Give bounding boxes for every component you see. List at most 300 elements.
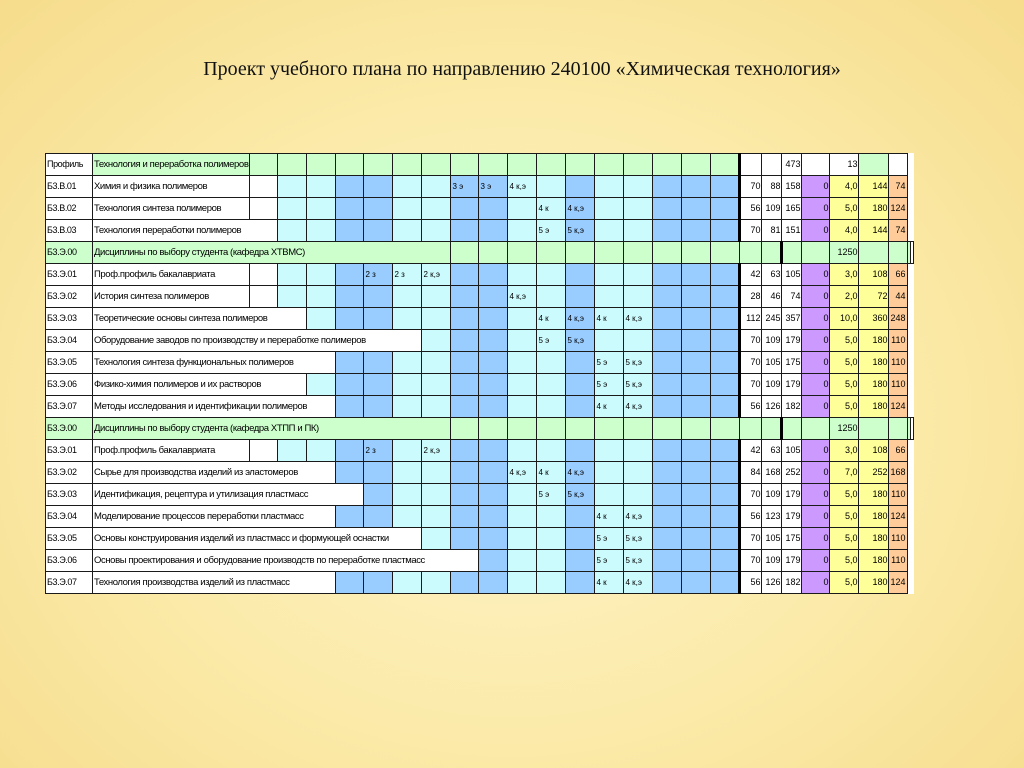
- semester-empty-cell: [566, 352, 595, 374]
- semester-empty-cell: [508, 440, 537, 462]
- section-total-cell: 1250: [830, 418, 859, 440]
- zero-cell: 0: [802, 484, 830, 506]
- semester-empty-cell: [393, 176, 422, 198]
- discipline-name: Проф.профиль бакалавриата: [93, 264, 250, 286]
- section-empty-cell: [910, 418, 913, 440]
- section-empty-cell: [740, 418, 762, 440]
- semester-empty-cell: [537, 572, 566, 594]
- semester-cell: 5 к,э: [624, 374, 653, 396]
- header-empty-cell: [422, 154, 451, 176]
- section-empty-cell: [479, 418, 508, 440]
- hours-diff: 74: [889, 220, 907, 242]
- semester-empty-cell: [336, 572, 364, 594]
- hours-diff: 124: [889, 198, 907, 220]
- semester-empty-cell: [393, 396, 422, 418]
- semester-empty-cell: [451, 330, 479, 352]
- header-empty-cell: [889, 154, 907, 176]
- hours-total: 179: [782, 506, 802, 528]
- semester-empty-cell: [336, 506, 364, 528]
- semester-empty-cell: [537, 264, 566, 286]
- semester-empty-cell: [595, 440, 624, 462]
- section-empty-cell: [711, 418, 740, 440]
- semester-empty-cell: [682, 396, 711, 418]
- discipline-name: Проф.профиль бакалавриата: [93, 440, 250, 462]
- semester-empty-cell: [711, 176, 740, 198]
- hours-academic: 144: [859, 220, 889, 242]
- semester-empty-cell: [364, 286, 393, 308]
- semester-empty-cell: [682, 462, 711, 484]
- hours-contact: 70: [740, 484, 762, 506]
- semester-empty-cell: [479, 352, 508, 374]
- semester-empty-cell: [422, 484, 451, 506]
- semester-empty-cell: [682, 550, 711, 572]
- semester-empty-cell: [451, 396, 479, 418]
- header-credits-cell: 13: [830, 154, 859, 176]
- zero-cell: 0: [802, 506, 830, 528]
- discipline-name: История синтеза полимеров: [93, 286, 250, 308]
- discipline-row: [46, 198, 914, 220]
- semester-empty-cell: [364, 198, 393, 220]
- hours-total: 179: [782, 550, 802, 572]
- semester-empty-cell: [682, 374, 711, 396]
- section-empty-cell: [624, 242, 653, 264]
- semester-empty-cell: [508, 572, 537, 594]
- semester-empty-cell: [422, 198, 451, 220]
- discipline-name: Методы исследования и идентификации полимеров: [93, 396, 336, 418]
- hours-self: 109: [762, 550, 782, 572]
- discipline-row: [46, 528, 914, 550]
- semester-cell: 4 к,э: [566, 198, 595, 220]
- semester-empty-cell: [336, 352, 364, 374]
- semester-empty-cell: [250, 440, 278, 462]
- header-empty-cell: [762, 154, 782, 176]
- semester-empty-cell: [479, 550, 508, 572]
- hours-self: 109: [762, 330, 782, 352]
- semester-empty-cell: [624, 286, 653, 308]
- semester-empty-cell: [711, 440, 740, 462]
- header-empty-cell: [508, 154, 537, 176]
- semester-empty-cell: [336, 462, 364, 484]
- semester-empty-cell: [278, 440, 307, 462]
- section-empty-cell: [762, 418, 782, 440]
- semester-empty-cell: [451, 264, 479, 286]
- semester-cell: 4 к: [595, 572, 624, 594]
- semester-empty-cell: [508, 506, 537, 528]
- semester-empty-cell: [566, 528, 595, 550]
- semester-cell: 4 к,э: [508, 286, 537, 308]
- section-empty-cell: [782, 418, 802, 440]
- semester-empty-cell: [508, 308, 537, 330]
- discipline-name: Основы конструирования изделий из пластмасс и формующей оснастки: [93, 528, 422, 550]
- section-empty-cell: [889, 242, 907, 264]
- section-total-cell: 1250: [830, 242, 859, 264]
- hours-self: 63: [762, 264, 782, 286]
- semester-cell: 4 к,э: [566, 462, 595, 484]
- semester-empty-cell: [364, 374, 393, 396]
- semester-empty-cell: [479, 506, 508, 528]
- semester-cell: 5 к,э: [624, 528, 653, 550]
- semester-empty-cell: [653, 572, 682, 594]
- discipline-row: [46, 484, 914, 506]
- hours-total: 74: [782, 286, 802, 308]
- section-empty-cell: [859, 242, 889, 264]
- discipline-code: Б3.Э.02: [46, 462, 93, 484]
- semester-empty-cell: [451, 462, 479, 484]
- semester-empty-cell: [537, 396, 566, 418]
- semester-empty-cell: [479, 286, 508, 308]
- credits-cell: 3,0: [830, 264, 859, 286]
- semester-empty-cell: [479, 440, 508, 462]
- semester-empty-cell: [682, 484, 711, 506]
- semester-empty-cell: [566, 572, 595, 594]
- discipline-name: Технология переработки полимеров: [93, 220, 278, 242]
- semester-empty-cell: [479, 572, 508, 594]
- hours-contact: 70: [740, 374, 762, 396]
- discipline-code: Б3.Э.06: [46, 550, 93, 572]
- credits-cell: 5,0: [830, 506, 859, 528]
- semester-cell: 5 к,э: [566, 484, 595, 506]
- discipline-row: [46, 572, 914, 594]
- hours-self: 81: [762, 220, 782, 242]
- semester-empty-cell: [422, 352, 451, 374]
- semester-empty-cell: [422, 330, 451, 352]
- semester-empty-cell: [336, 220, 364, 242]
- semester-empty-cell: [336, 308, 364, 330]
- semester-empty-cell: [624, 176, 653, 198]
- zero-cell: 0: [802, 352, 830, 374]
- semester-empty-cell: [508, 330, 537, 352]
- section-empty-cell: [889, 418, 907, 440]
- semester-cell: 4 к: [537, 462, 566, 484]
- semester-empty-cell: [364, 396, 393, 418]
- semester-empty-cell: [393, 506, 422, 528]
- semester-empty-cell: [479, 198, 508, 220]
- semester-empty-cell: [364, 506, 393, 528]
- semester-empty-cell: [566, 550, 595, 572]
- discipline-code: Б3.В.01: [46, 176, 93, 198]
- hours-self: 126: [762, 396, 782, 418]
- semester-empty-cell: [479, 220, 508, 242]
- hours-self: 88: [762, 176, 782, 198]
- zero-cell: 0: [802, 198, 830, 220]
- hours-self: 109: [762, 484, 782, 506]
- hours-total: 252: [782, 462, 802, 484]
- hours-diff: 110: [889, 330, 907, 352]
- hours-academic: 180: [859, 198, 889, 220]
- semester-empty-cell: [336, 176, 364, 198]
- semester-empty-cell: [278, 176, 307, 198]
- semester-empty-cell: [364, 572, 393, 594]
- discipline-code: Б3.В.03: [46, 220, 93, 242]
- semester-empty-cell: [711, 374, 740, 396]
- semester-empty-cell: [566, 440, 595, 462]
- semester-empty-cell: [307, 308, 336, 330]
- semester-empty-cell: [537, 528, 566, 550]
- semester-empty-cell: [711, 308, 740, 330]
- semester-empty-cell: [711, 462, 740, 484]
- semester-empty-cell: [711, 484, 740, 506]
- header-empty-cell: [595, 154, 624, 176]
- semester-empty-cell: [307, 220, 336, 242]
- semester-empty-cell: [422, 506, 451, 528]
- semester-empty-cell: [250, 176, 278, 198]
- semester-empty-cell: [479, 308, 508, 330]
- section-empty-cell: [451, 418, 479, 440]
- semester-cell: 5 э: [537, 484, 566, 506]
- semester-cell: 2 к,э: [422, 264, 451, 286]
- semester-empty-cell: [278, 198, 307, 220]
- semester-empty-cell: [451, 352, 479, 374]
- semester-empty-cell: [336, 198, 364, 220]
- discipline-row: [46, 286, 914, 308]
- semester-cell: 5 к,э: [624, 550, 653, 572]
- hours-contact: 70: [740, 528, 762, 550]
- credits-cell: 2,0: [830, 286, 859, 308]
- semester-cell: 2 з: [393, 264, 422, 286]
- semester-empty-cell: [422, 286, 451, 308]
- semester-cell: 5 э: [595, 550, 624, 572]
- zero-cell: 0: [802, 330, 830, 352]
- semester-empty-cell: [364, 176, 393, 198]
- hours-academic: 180: [859, 550, 889, 572]
- semester-empty-cell: [682, 198, 711, 220]
- header-total-cell: 473: [782, 154, 802, 176]
- semester-empty-cell: [393, 198, 422, 220]
- semester-cell: 4 к: [595, 396, 624, 418]
- header-empty-cell: [307, 154, 336, 176]
- section-empty-cell: [762, 242, 782, 264]
- zero-cell: 0: [802, 440, 830, 462]
- semester-empty-cell: [682, 352, 711, 374]
- discipline-name: Оборудование заводов по производству и переработке полимеров: [93, 330, 422, 352]
- semester-empty-cell: [336, 286, 364, 308]
- header-empty-cell: [653, 154, 682, 176]
- discipline-row: [46, 220, 914, 242]
- header-empty-cell: [336, 154, 364, 176]
- semester-empty-cell: [537, 440, 566, 462]
- semester-empty-cell: [479, 330, 508, 352]
- hours-total: 179: [782, 374, 802, 396]
- zero-cell: 0: [802, 176, 830, 198]
- semester-empty-cell: [595, 330, 624, 352]
- credits-cell: 5,0: [830, 330, 859, 352]
- semester-empty-cell: [653, 440, 682, 462]
- semester-empty-cell: [682, 264, 711, 286]
- semester-empty-cell: [364, 484, 393, 506]
- semester-empty-cell: [393, 374, 422, 396]
- semester-empty-cell: [250, 286, 278, 308]
- discipline-name: Теоретические основы синтеза полимеров: [93, 308, 307, 330]
- discipline-name: Технология синтеза функциональных полимеров: [93, 352, 336, 374]
- hours-academic: 180: [859, 352, 889, 374]
- discipline-row: [46, 308, 914, 330]
- credits-cell: 10,0: [830, 308, 859, 330]
- semester-empty-cell: [451, 506, 479, 528]
- hours-self: 123: [762, 506, 782, 528]
- semester-empty-cell: [508, 264, 537, 286]
- semester-empty-cell: [595, 484, 624, 506]
- semester-empty-cell: [624, 264, 653, 286]
- credits-cell: 3,0: [830, 440, 859, 462]
- hours-total: 165: [782, 198, 802, 220]
- semester-cell: 3 э: [479, 176, 508, 198]
- semester-cell: 2 з: [364, 440, 393, 462]
- hours-contact: 56: [740, 396, 762, 418]
- discipline-row: [46, 374, 914, 396]
- semester-empty-cell: [653, 176, 682, 198]
- semester-empty-cell: [711, 528, 740, 550]
- credits-cell: 5,0: [830, 374, 859, 396]
- hours-self: 105: [762, 352, 782, 374]
- semester-empty-cell: [278, 220, 307, 242]
- discipline-name: Физико-химия полимеров и их растворов: [93, 374, 307, 396]
- section-empty-cell: [910, 242, 913, 264]
- section-empty-cell: [682, 242, 711, 264]
- semester-empty-cell: [653, 286, 682, 308]
- section-empty-cell: [566, 242, 595, 264]
- semester-empty-cell: [307, 264, 336, 286]
- semester-empty-cell: [595, 264, 624, 286]
- discipline-row: [46, 176, 914, 198]
- semester-cell: 5 к,э: [566, 330, 595, 352]
- semester-empty-cell: [537, 286, 566, 308]
- discipline-row: [46, 506, 914, 528]
- semester-empty-cell: [653, 352, 682, 374]
- semester-cell: 4 к,э: [624, 506, 653, 528]
- header-empty-cell: [859, 154, 889, 176]
- zero-cell: 0: [802, 396, 830, 418]
- semester-empty-cell: [307, 440, 336, 462]
- hours-total: 105: [782, 440, 802, 462]
- header-empty-cell: [278, 154, 307, 176]
- semester-empty-cell: [653, 396, 682, 418]
- section-empty-cell: [653, 418, 682, 440]
- semester-empty-cell: [364, 220, 393, 242]
- semester-cell: 2 к,э: [422, 440, 451, 462]
- semester-empty-cell: [653, 484, 682, 506]
- section-code-cell: Б3.Э.00: [46, 418, 93, 440]
- semester-empty-cell: [537, 374, 566, 396]
- hours-diff: 66: [889, 264, 907, 286]
- header-empty-cell: [711, 154, 740, 176]
- semester-empty-cell: [624, 462, 653, 484]
- hours-self: 168: [762, 462, 782, 484]
- section-empty-cell: [782, 242, 802, 264]
- semester-empty-cell: [682, 286, 711, 308]
- hours-academic: 108: [859, 264, 889, 286]
- semester-empty-cell: [653, 264, 682, 286]
- semester-cell: 4 к,э: [624, 308, 653, 330]
- section-empty-cell: [537, 418, 566, 440]
- section-row: [46, 242, 914, 264]
- semester-empty-cell: [653, 506, 682, 528]
- semester-cell: 5 э: [537, 330, 566, 352]
- semester-empty-cell: [566, 374, 595, 396]
- semester-empty-cell: [508, 550, 537, 572]
- hours-academic: 144: [859, 176, 889, 198]
- semester-empty-cell: [653, 198, 682, 220]
- semester-empty-cell: [336, 396, 364, 418]
- semester-empty-cell: [393, 572, 422, 594]
- hours-diff: 248: [889, 308, 907, 330]
- section-empty-cell: [595, 242, 624, 264]
- semester-empty-cell: [624, 198, 653, 220]
- header-empty-cell: [566, 154, 595, 176]
- discipline-name: Сырье для производства изделий из эластомеров: [93, 462, 336, 484]
- header-empty-cell: [537, 154, 566, 176]
- semester-empty-cell: [711, 264, 740, 286]
- semester-empty-cell: [537, 352, 566, 374]
- semester-empty-cell: [508, 528, 537, 550]
- discipline-code: Б3.Э.01: [46, 440, 93, 462]
- discipline-row: [46, 264, 914, 286]
- header-profile-cell: Профиль: [46, 154, 93, 176]
- hours-self: 109: [762, 374, 782, 396]
- semester-empty-cell: [336, 264, 364, 286]
- credits-cell: 5,0: [830, 528, 859, 550]
- semester-empty-cell: [624, 440, 653, 462]
- slide-title: Проект учебного плана по направлению 240100 «Химическая технология»: [203, 58, 841, 80]
- semester-empty-cell: [307, 198, 336, 220]
- discipline-code: Б3.Э.05: [46, 528, 93, 550]
- section-empty-cell: [508, 418, 537, 440]
- hours-academic: 180: [859, 572, 889, 594]
- hours-contact: 56: [740, 198, 762, 220]
- hours-total: 105: [782, 264, 802, 286]
- hours-academic: 252: [859, 462, 889, 484]
- discipline-code: Б3.Э.07: [46, 572, 93, 594]
- semester-empty-cell: [653, 550, 682, 572]
- section-empty-cell: [682, 418, 711, 440]
- semester-empty-cell: [451, 286, 479, 308]
- hours-diff: 124: [889, 396, 907, 418]
- hours-diff: 74: [889, 176, 907, 198]
- semester-empty-cell: [451, 308, 479, 330]
- hours-total: 179: [782, 330, 802, 352]
- semester-empty-cell: [336, 374, 364, 396]
- credits-cell: 5,0: [830, 550, 859, 572]
- hours-diff: 44: [889, 286, 907, 308]
- semester-empty-cell: [595, 198, 624, 220]
- hours-diff: 110: [889, 528, 907, 550]
- semester-empty-cell: [682, 176, 711, 198]
- hours-diff: 110: [889, 374, 907, 396]
- hours-academic: 180: [859, 330, 889, 352]
- semester-cell: 3 э: [451, 176, 479, 198]
- header-empty-cell: [250, 154, 278, 176]
- semester-empty-cell: [364, 308, 393, 330]
- semester-cell: 5 э: [595, 352, 624, 374]
- semester-empty-cell: [682, 572, 711, 594]
- hours-total: 182: [782, 572, 802, 594]
- semester-empty-cell: [336, 440, 364, 462]
- semester-empty-cell: [566, 396, 595, 418]
- zero-cell: 0: [802, 462, 830, 484]
- discipline-row: [46, 352, 914, 374]
- zero-cell: 0: [802, 308, 830, 330]
- section-empty-cell: [802, 418, 830, 440]
- semester-empty-cell: [364, 352, 393, 374]
- header-profile-name: Технология и переработка полимеров: [93, 154, 250, 176]
- semester-empty-cell: [537, 550, 566, 572]
- semester-empty-cell: [278, 264, 307, 286]
- semester-empty-cell: [250, 264, 278, 286]
- semester-empty-cell: [711, 352, 740, 374]
- semester-empty-cell: [451, 528, 479, 550]
- semester-cell: 2 з: [364, 264, 393, 286]
- semester-empty-cell: [711, 198, 740, 220]
- header-empty-cell: [624, 154, 653, 176]
